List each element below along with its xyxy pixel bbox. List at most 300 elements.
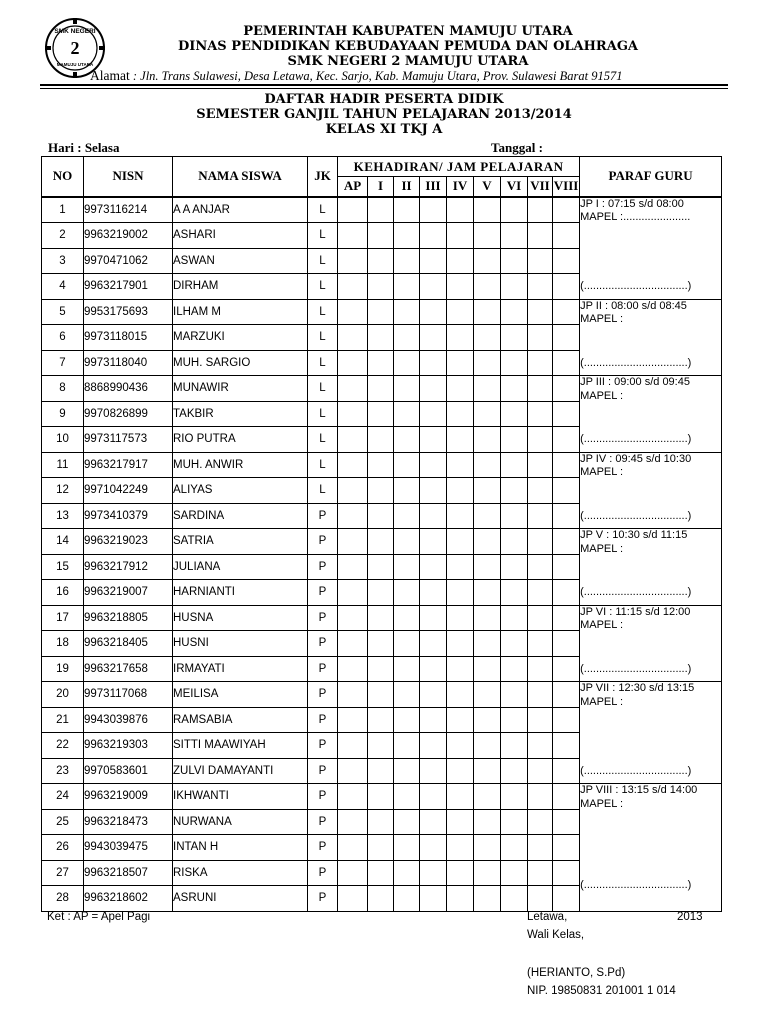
attendance-cell[interactable]: [394, 376, 420, 402]
header-no: NO: [42, 157, 84, 197]
attendance-cell[interactable]: [501, 478, 528, 504]
attendance-cell[interactable]: [447, 809, 474, 835]
attendance-cell[interactable]: [338, 580, 368, 606]
attendance-cell[interactable]: [368, 554, 394, 580]
attendance-cell[interactable]: [447, 835, 474, 861]
paraf-jp: JP I : 07:15 s/d 08:00: [580, 197, 684, 210]
attendance-cell[interactable]: [553, 554, 580, 580]
attendance-cell[interactable]: [338, 707, 368, 733]
attendance-cell[interactable]: [474, 427, 501, 453]
attendance-cell[interactable]: [447, 274, 474, 300]
footer-place: Letawa,: [527, 911, 568, 923]
attendance-cell[interactable]: [474, 401, 501, 427]
cell-nama: INTAN H: [173, 835, 308, 861]
cell-no: 3: [42, 248, 84, 274]
attendance-cell[interactable]: [447, 478, 474, 504]
attendance-cell[interactable]: [474, 223, 501, 249]
attendance-cell[interactable]: [394, 503, 420, 529]
attendance-cell[interactable]: [368, 401, 394, 427]
attendance-cell[interactable]: [501, 860, 528, 886]
attendance-cell[interactable]: [420, 274, 447, 300]
attendance-cell[interactable]: [501, 605, 528, 631]
attendance-cell[interactable]: [553, 758, 580, 784]
attendance-cell[interactable]: [501, 758, 528, 784]
attendance-cell[interactable]: [394, 835, 420, 861]
attendance-cell[interactable]: [338, 248, 368, 274]
attendance-cell[interactable]: [420, 299, 447, 325]
attendance-cell[interactable]: [447, 886, 474, 912]
paraf-slot[interactable]: [580, 376, 722, 453]
attendance-cell[interactable]: [338, 529, 368, 555]
attendance-cell[interactable]: [528, 605, 553, 631]
attendance-cell[interactable]: [420, 631, 447, 657]
attendance-cell[interactable]: [394, 427, 420, 453]
attendance-cell[interactable]: [338, 223, 368, 249]
cell-no: 8: [42, 376, 84, 402]
paraf-mapel: MAPEL :: [580, 695, 624, 708]
attendance-cell[interactable]: [474, 733, 501, 759]
attendance-cell[interactable]: [338, 452, 368, 478]
attendance-cell[interactable]: [394, 248, 420, 274]
cell-jk: P: [308, 707, 338, 733]
paraf-mapel: MAPEL :......................: [580, 211, 691, 223]
attendance-cell[interactable]: [338, 758, 368, 784]
attendance-cell[interactable]: [447, 529, 474, 555]
attendance-cell[interactable]: [394, 478, 420, 504]
attendance-cell[interactable]: [420, 554, 447, 580]
attendance-cell[interactable]: [553, 248, 580, 274]
attendance-cell[interactable]: [368, 299, 394, 325]
attendance-cell[interactable]: [501, 886, 528, 912]
attendance-cell[interactable]: [553, 580, 580, 606]
attendance-cell[interactable]: [474, 784, 501, 810]
paraf-slot[interactable]: [580, 605, 722, 682]
attendance-cell[interactable]: [474, 860, 501, 886]
attendance-cell[interactable]: [447, 733, 474, 759]
attendance-cell[interactable]: [394, 733, 420, 759]
attendance-cell[interactable]: [474, 707, 501, 733]
cell-nisn: 9973118015: [84, 325, 173, 351]
attendance-cell[interactable]: [501, 656, 528, 682]
attendance-cell[interactable]: [501, 401, 528, 427]
attendance-cell[interactable]: [338, 784, 368, 810]
attendance-cell[interactable]: [338, 809, 368, 835]
attendance-cell[interactable]: [501, 707, 528, 733]
attendance-cell[interactable]: [420, 350, 447, 376]
table-row: [42, 299, 722, 325]
attendance-cell[interactable]: [474, 197, 501, 223]
cell-nama: HARNIANTI: [173, 580, 308, 606]
attendance-cell[interactable]: [528, 197, 553, 223]
attendance-cell[interactable]: [447, 452, 474, 478]
attendance-cell[interactable]: [420, 784, 447, 810]
attendance-cell[interactable]: [501, 784, 528, 810]
cell-no: 25: [42, 809, 84, 835]
paraf-jp: JP III : 09:00 s/d 09:45: [580, 376, 690, 388]
attendance-cell[interactable]: [368, 631, 394, 657]
cell-nisn: 9963219303: [84, 733, 173, 759]
attendance-cell[interactable]: [501, 503, 528, 529]
cell-no: 2: [42, 223, 84, 249]
cell-nama: RAMSABIA: [173, 707, 308, 733]
attendance-cell[interactable]: [553, 605, 580, 631]
attendance-cell[interactable]: [553, 478, 580, 504]
paraf-slot[interactable]: [580, 529, 722, 606]
header-rule-thick: [40, 84, 728, 86]
cell-no: 26: [42, 835, 84, 861]
cell-no: 10: [42, 427, 84, 453]
cell-jk: L: [308, 248, 338, 274]
cell-nama: HUSNA: [173, 605, 308, 631]
attendance-cell[interactable]: [368, 733, 394, 759]
attendance-cell[interactable]: [553, 835, 580, 861]
attendance-cell[interactable]: [338, 656, 368, 682]
attendance-cell[interactable]: [528, 376, 553, 402]
paraf-slot[interactable]: [580, 299, 722, 376]
attendance-cell[interactable]: [394, 580, 420, 606]
paraf-mapel: MAPEL :: [580, 619, 624, 631]
attendance-cell[interactable]: [501, 554, 528, 580]
attendance-cell[interactable]: [420, 682, 447, 708]
attendance-cell[interactable]: [420, 223, 447, 249]
attendance-cell[interactable]: [528, 427, 553, 453]
attendance-cell[interactable]: [528, 248, 553, 274]
attendance-cell[interactable]: [501, 248, 528, 274]
attendance-cell[interactable]: [528, 758, 553, 784]
cell-nisn: 9963217917: [84, 452, 173, 478]
attendance-cell[interactable]: [528, 554, 553, 580]
attendance-cell[interactable]: [553, 401, 580, 427]
attendance-cell[interactable]: [420, 325, 447, 351]
cell-nisn: 9943039876: [84, 707, 173, 733]
attendance-cell[interactable]: [394, 223, 420, 249]
attendance-cell[interactable]: [501, 299, 528, 325]
attendance-cell[interactable]: [338, 478, 368, 504]
attendance-cell[interactable]: [474, 554, 501, 580]
paraf-slot[interactable]: [580, 452, 722, 529]
attendance-cell[interactable]: [394, 707, 420, 733]
attendance-cell[interactable]: [420, 809, 447, 835]
attendance-cell[interactable]: [528, 274, 553, 300]
attendance-cell[interactable]: [501, 350, 528, 376]
attendance-cell[interactable]: [394, 682, 420, 708]
attendance-cell[interactable]: [553, 809, 580, 835]
attendance-cell[interactable]: [501, 809, 528, 835]
attendance-cell[interactable]: [553, 682, 580, 708]
attendance-cell[interactable]: [368, 452, 394, 478]
attendance-cell[interactable]: [420, 452, 447, 478]
attendance-cell[interactable]: [368, 682, 394, 708]
attendance-cell[interactable]: [447, 580, 474, 606]
attendance-cell[interactable]: [447, 707, 474, 733]
attendance-cell[interactable]: [447, 860, 474, 886]
attendance-cell[interactable]: [368, 886, 394, 912]
attendance-cell[interactable]: [501, 274, 528, 300]
attendance-cell[interactable]: [474, 835, 501, 861]
attendance-cell[interactable]: [338, 554, 368, 580]
attendance-cell[interactable]: [420, 605, 447, 631]
cell-nama: ALIYAS: [173, 478, 308, 504]
attendance-cell[interactable]: [501, 325, 528, 351]
attendance-cell[interactable]: [368, 223, 394, 249]
attendance-table: [41, 156, 722, 912]
attendance-cell[interactable]: [338, 835, 368, 861]
attendance-cell[interactable]: [474, 605, 501, 631]
cell-nama: IKHWANTI: [173, 784, 308, 810]
attendance-cell[interactable]: [553, 427, 580, 453]
attendance-cell[interactable]: [528, 656, 553, 682]
attendance-cell[interactable]: [368, 503, 394, 529]
paraf-signature-line: (..................................): [580, 586, 692, 598]
attendance-cell[interactable]: [368, 478, 394, 504]
attendance-cell[interactable]: [447, 325, 474, 351]
attendance-cell[interactable]: [420, 503, 447, 529]
attendance-cell[interactable]: [528, 223, 553, 249]
attendance-cell[interactable]: [501, 682, 528, 708]
attendance-cell[interactable]: [474, 631, 501, 657]
attendance-cell[interactable]: [420, 427, 447, 453]
attendance-cell[interactable]: [553, 376, 580, 402]
attendance-cell[interactable]: [394, 452, 420, 478]
attendance-cell[interactable]: [553, 784, 580, 810]
attendance-cell[interactable]: [394, 809, 420, 835]
attendance-cell[interactable]: [394, 554, 420, 580]
attendance-cell[interactable]: [528, 299, 553, 325]
attendance-cell[interactable]: [447, 554, 474, 580]
attendance-cell[interactable]: [474, 478, 501, 504]
attendance-cell[interactable]: [338, 350, 368, 376]
attendance-cell[interactable]: [338, 733, 368, 759]
attendance-cell[interactable]: [338, 860, 368, 886]
attendance-cell[interactable]: [474, 580, 501, 606]
attendance-cell[interactable]: [420, 835, 447, 861]
attendance-cell[interactable]: [501, 376, 528, 402]
attendance-cell[interactable]: [447, 631, 474, 657]
attendance-cell[interactable]: [501, 452, 528, 478]
attendance-cell[interactable]: [474, 350, 501, 376]
attendance-cell[interactable]: [420, 758, 447, 784]
attendance-cell[interactable]: [553, 197, 580, 223]
attendance-cell[interactable]: [394, 886, 420, 912]
attendance-cell[interactable]: [394, 758, 420, 784]
attendance-cell[interactable]: [553, 299, 580, 325]
attendance-cell[interactable]: [447, 682, 474, 708]
attendance-cell[interactable]: [420, 733, 447, 759]
attendance-cell[interactable]: [528, 835, 553, 861]
attendance-cell[interactable]: [338, 631, 368, 657]
attendance-cell[interactable]: [394, 197, 420, 223]
period-header: VII: [528, 177, 553, 197]
attendance-cell[interactable]: [420, 529, 447, 555]
attendance-cell[interactable]: [368, 656, 394, 682]
attendance-cell[interactable]: [368, 809, 394, 835]
attendance-cell[interactable]: [394, 860, 420, 886]
attendance-cell[interactable]: [474, 809, 501, 835]
attendance-cell[interactable]: [528, 631, 553, 657]
attendance-cell[interactable]: [553, 503, 580, 529]
attendance-cell[interactable]: [420, 401, 447, 427]
attendance-cell[interactable]: [528, 860, 553, 886]
attendance-cell[interactable]: [447, 503, 474, 529]
attendance-cell[interactable]: [553, 452, 580, 478]
attendance-cell[interactable]: [338, 197, 368, 223]
attendance-cell[interactable]: [447, 376, 474, 402]
attendance-cell[interactable]: [394, 350, 420, 376]
attendance-cell[interactable]: [501, 427, 528, 453]
attendance-cell[interactable]: [501, 733, 528, 759]
attendance-cell[interactable]: [501, 835, 528, 861]
attendance-cell[interactable]: [528, 478, 553, 504]
attendance-cell[interactable]: [528, 401, 553, 427]
attendance-cell[interactable]: [420, 376, 447, 402]
attendance-cell[interactable]: [338, 427, 368, 453]
attendance-cell[interactable]: [474, 503, 501, 529]
attendance-cell[interactable]: [338, 503, 368, 529]
attendance-cell[interactable]: [553, 223, 580, 249]
attendance-cell[interactable]: [368, 325, 394, 351]
attendance-cell[interactable]: [501, 223, 528, 249]
attendance-cell[interactable]: [553, 529, 580, 555]
attendance-cell[interactable]: [501, 529, 528, 555]
attendance-cell[interactable]: [553, 325, 580, 351]
attendance-cell[interactable]: [368, 835, 394, 861]
cell-nisn: 9973410379: [84, 503, 173, 529]
cell-nisn: 9963217912: [84, 554, 173, 580]
attendance-cell[interactable]: [368, 376, 394, 402]
address-value: : Jln. Trans Sulawesi, Desa Letawa, Kec. Sarjo, Kab. Mamuju Utara, Prov. Sulawesi Barat 91571: [132, 69, 623, 83]
attendance-cell[interactable]: [394, 656, 420, 682]
attendance-cell[interactable]: [501, 580, 528, 606]
attendance-cell[interactable]: [553, 350, 580, 376]
cell-no: 20: [42, 682, 84, 708]
attendance-cell[interactable]: [394, 784, 420, 810]
attendance-cell[interactable]: [368, 529, 394, 555]
attendance-cell[interactable]: [553, 631, 580, 657]
attendance-cell[interactable]: [368, 197, 394, 223]
attendance-cell[interactable]: [474, 656, 501, 682]
attendance-cell[interactable]: [528, 682, 553, 708]
attendance-cell[interactable]: [501, 197, 528, 223]
attendance-cell[interactable]: [368, 350, 394, 376]
attendance-cell[interactable]: [420, 248, 447, 274]
cell-jk: P: [308, 809, 338, 835]
cell-jk: P: [308, 529, 338, 555]
attendance-cell[interactable]: [528, 350, 553, 376]
attendance-cell[interactable]: [338, 682, 368, 708]
attendance-cell[interactable]: [368, 758, 394, 784]
attendance-cell[interactable]: [553, 707, 580, 733]
attendance-cell[interactable]: [394, 325, 420, 351]
cell-no: 7: [42, 350, 84, 376]
attendance-cell[interactable]: [528, 809, 553, 835]
attendance-cell[interactable]: [394, 529, 420, 555]
attendance-cell[interactable]: [553, 733, 580, 759]
attendance-cell[interactable]: [447, 197, 474, 223]
attendance-cell[interactable]: [474, 376, 501, 402]
attendance-cell[interactable]: [447, 299, 474, 325]
attendance-cell[interactable]: [368, 605, 394, 631]
attendance-cell[interactable]: [420, 707, 447, 733]
paraf-slot[interactable]: [580, 197, 722, 300]
attendance-cell[interactable]: [474, 299, 501, 325]
attendance-cell[interactable]: [420, 478, 447, 504]
attendance-cell[interactable]: [368, 427, 394, 453]
attendance-cell[interactable]: [394, 605, 420, 631]
attendance-cell[interactable]: [368, 248, 394, 274]
cell-nisn: 9963218602: [84, 886, 173, 912]
attendance-cell[interactable]: [528, 325, 553, 351]
attendance-cell[interactable]: [447, 350, 474, 376]
attendance-cell[interactable]: [420, 886, 447, 912]
attendance-cell[interactable]: [420, 197, 447, 223]
attendance-cell[interactable]: [338, 401, 368, 427]
attendance-cell[interactable]: [338, 274, 368, 300]
paraf-slot[interactable]: [580, 682, 722, 784]
attendance-cell[interactable]: [474, 274, 501, 300]
attendance-cell[interactable]: [553, 274, 580, 300]
attendance-cell[interactable]: [528, 707, 553, 733]
attendance-cell[interactable]: [368, 580, 394, 606]
header-nisn: NISN: [84, 157, 173, 197]
attendance-cell[interactable]: [338, 886, 368, 912]
attendance-cell[interactable]: [528, 580, 553, 606]
attendance-cell[interactable]: [338, 605, 368, 631]
attendance-cell[interactable]: [447, 656, 474, 682]
attendance-cell[interactable]: [474, 886, 501, 912]
attendance-cell[interactable]: [368, 860, 394, 886]
attendance-cell[interactable]: [553, 656, 580, 682]
attendance-cell[interactable]: [447, 784, 474, 810]
attendance-cell[interactable]: [368, 707, 394, 733]
attendance-cell[interactable]: [394, 401, 420, 427]
attendance-cell[interactable]: [528, 886, 553, 912]
attendance-cell[interactable]: [420, 860, 447, 886]
attendance-cell[interactable]: [420, 580, 447, 606]
attendance-cell[interactable]: [528, 733, 553, 759]
attendance-cell[interactable]: [447, 401, 474, 427]
attendance-cell[interactable]: [528, 784, 553, 810]
attendance-cell[interactable]: [474, 529, 501, 555]
attendance-cell[interactable]: [394, 274, 420, 300]
attendance-cell[interactable]: [368, 274, 394, 300]
attendance-cell[interactable]: [338, 299, 368, 325]
attendance-cell[interactable]: [394, 631, 420, 657]
cell-no: 4: [42, 274, 84, 300]
attendance-cell[interactable]: [474, 682, 501, 708]
attendance-cell[interactable]: [528, 452, 553, 478]
attendance-cell[interactable]: [338, 325, 368, 351]
attendance-cell[interactable]: [447, 427, 474, 453]
paraf-slot[interactable]: [580, 784, 722, 912]
attendance-cell[interactable]: [474, 758, 501, 784]
attendance-cell[interactable]: [474, 452, 501, 478]
attendance-cell[interactable]: [447, 605, 474, 631]
attendance-cell[interactable]: [447, 223, 474, 249]
attendance-cell[interactable]: [368, 784, 394, 810]
attendance-cell[interactable]: [447, 248, 474, 274]
attendance-cell[interactable]: [420, 656, 447, 682]
attendance-cell[interactable]: [394, 299, 420, 325]
attendance-cell[interactable]: [528, 529, 553, 555]
attendance-cell[interactable]: [474, 325, 501, 351]
attendance-cell[interactable]: [528, 503, 553, 529]
attendance-cell[interactable]: [447, 758, 474, 784]
attendance-cell[interactable]: [553, 886, 580, 912]
attendance-cell[interactable]: [553, 860, 580, 886]
attendance-cell[interactable]: [338, 376, 368, 402]
attendance-cell[interactable]: [501, 631, 528, 657]
attendance-cell[interactable]: [474, 248, 501, 274]
